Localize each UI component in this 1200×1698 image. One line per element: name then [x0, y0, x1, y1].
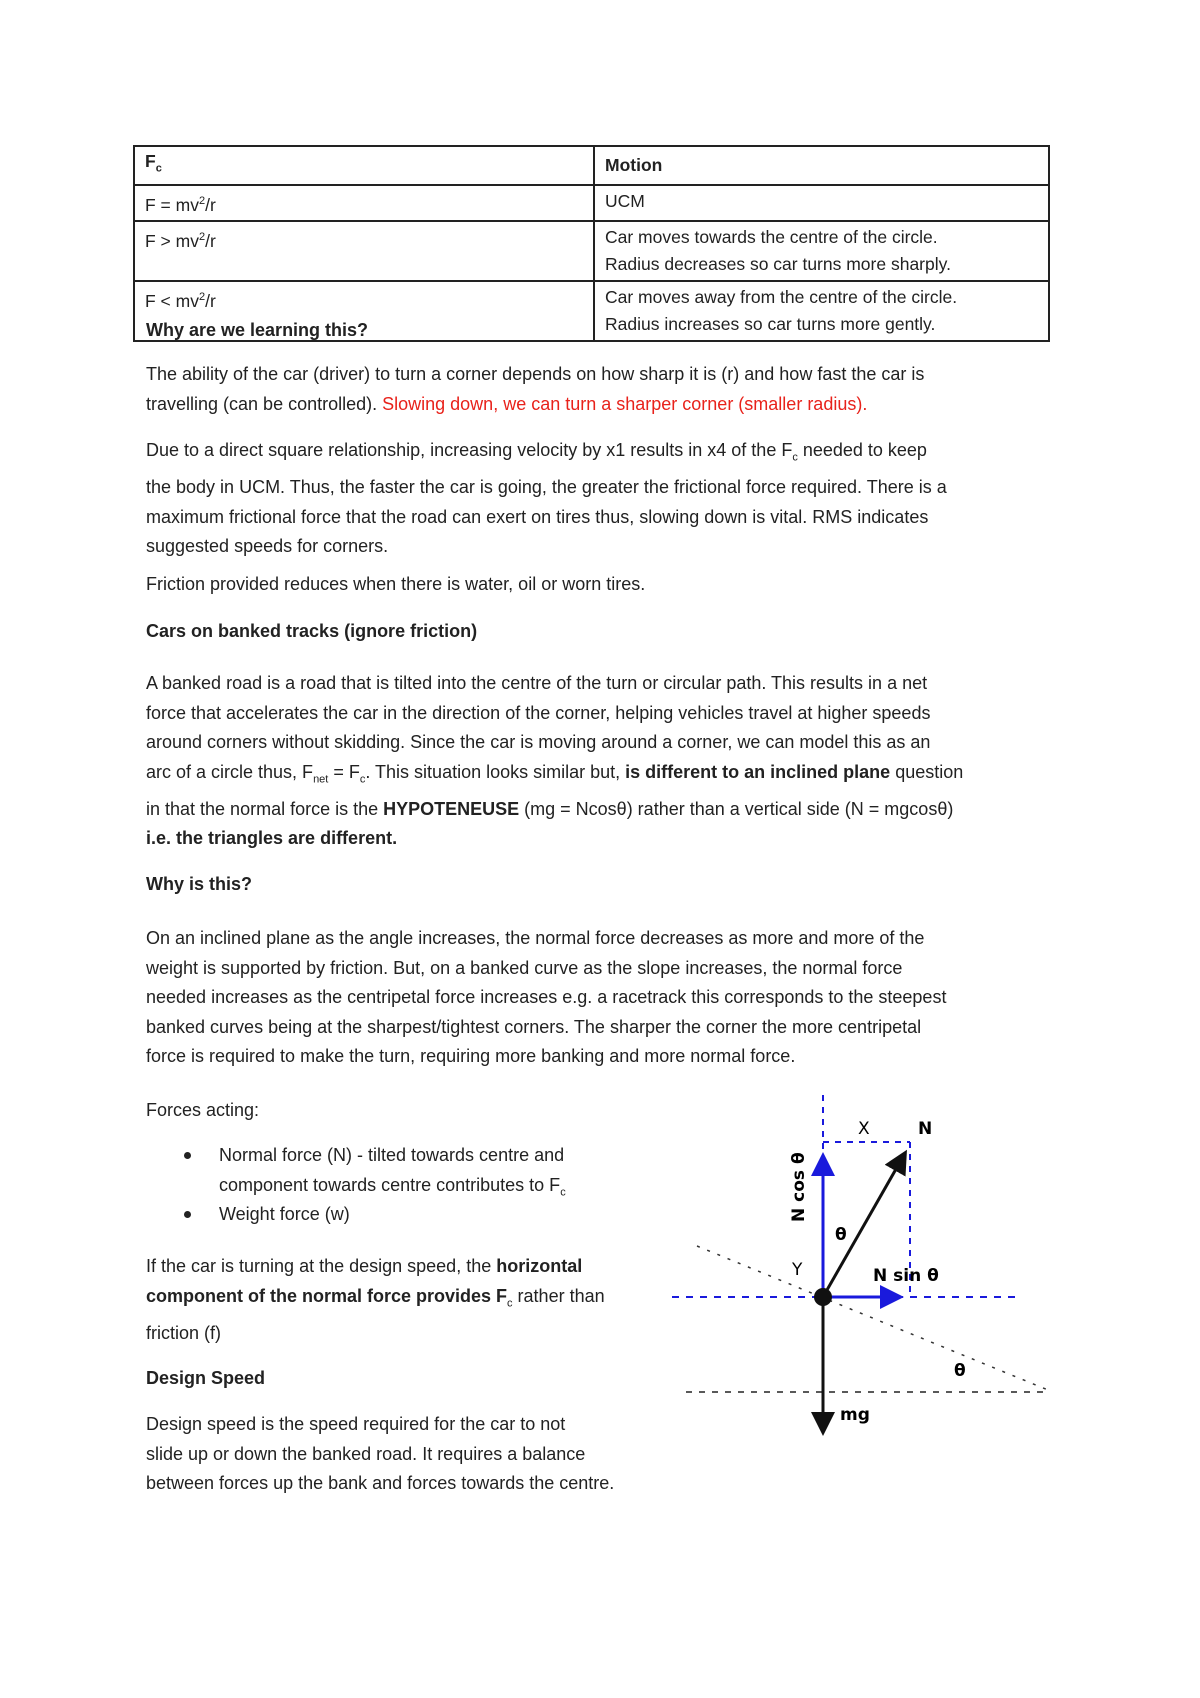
text-run: c	[507, 1297, 513, 1310]
text-run: weight is supported by friction. But, on a banked curve as the slope increases, the normal force	[146, 957, 903, 978]
text-run: Friction provided reduces when there is water, oil or worn tires.	[146, 574, 646, 594]
label-n: N	[918, 1119, 933, 1139]
text-run: If the car is turning at the design speed, the	[146, 1256, 497, 1276]
text-run: On an inclined plane as the angle increases, the normal force decreases as more and more of the	[146, 928, 925, 948]
bold-text: horizontal	[496, 1256, 583, 1276]
text-run: maximum frictional force that the road can exert on tires thus, slowing down is vital. RMS indicates	[146, 506, 929, 527]
text-run: Weight force (w)	[219, 1204, 350, 1224]
text-run: between forces up the bank and forces towards the centre.	[146, 1473, 615, 1493]
text-run: 2	[198, 291, 206, 304]
text-run: arc of a circle thus, F	[146, 761, 314, 782]
text-run: /r	[205, 291, 216, 312]
text-run: needed to keep	[797, 440, 927, 460]
text-run: component towards centre contributes to F	[219, 1174, 561, 1195]
text-run: around corners without skidding. Since the car is moving around a corner, we can model this as an	[146, 732, 931, 752]
text-run: A banked road is a road that is tilted into the centre of the turn or circular path. This results in a net	[146, 673, 928, 693]
motion-line: Car moves away from the centre of the circle.	[605, 287, 958, 308]
label-x: X	[858, 1119, 870, 1139]
label-y: Y	[792, 1260, 803, 1280]
bold-text: component of the normal force provides F	[146, 1285, 508, 1306]
text-run: 2	[198, 231, 206, 244]
text-run: 2	[198, 194, 206, 207]
text-run: c	[155, 162, 162, 175]
bold-text: Cars on banked tracks (ignore friction)	[146, 621, 478, 641]
text-run: travelling (can be controlled).	[146, 393, 383, 414]
bold-text: Why is this?	[146, 874, 253, 894]
text-run: Motion	[605, 154, 663, 175]
text-run: . This situation looks similar but,	[365, 761, 626, 782]
text-run: c	[560, 1186, 566, 1199]
bold-text: HYPOTENEUSE	[383, 798, 520, 819]
text-run: c	[792, 451, 798, 464]
text-run: c	[359, 773, 366, 786]
label-theta-top: θ	[835, 1225, 847, 1245]
text-run: /r	[205, 231, 216, 252]
motion-line: Radius increases so car turns more gently.	[605, 314, 936, 335]
label-n-sin: N sin θ	[873, 1266, 939, 1286]
text-run: needed increases as the centripetal force increases e.g. a racetrack this corresponds to the steepest	[146, 987, 947, 1007]
text-run: (mg = Ncosθ) rather than a vertical side (N = mgcosθ)	[519, 798, 954, 819]
text-run: the body in UCM. Thus, the faster the car is going, the greater the frictional force required. There is a	[146, 477, 947, 498]
text-run: suggested speeds for corners.	[146, 536, 389, 557]
bold-text: is different to an inclined plane	[625, 761, 891, 782]
text-run: question	[890, 761, 964, 782]
highlighted-text: Slowing down, we can turn a sharper corner (smaller radius).	[382, 393, 868, 414]
text-run: banked curves being at the sharpest/tightest corners. The sharper the corner the more centripetal	[146, 1016, 922, 1037]
text-run: The ability of the car (driver) to turn a corner depends on how sharp it is (r) and how fast the car is	[146, 364, 925, 384]
motion-line: UCM	[605, 190, 645, 211]
text-run: in that the normal force is the	[146, 798, 384, 819]
label-theta-bank: θ	[954, 1361, 966, 1381]
text-run: net	[313, 773, 329, 786]
bold-text: Why are we learning this?	[146, 320, 369, 340]
motion-line: Radius decreases so car turns more sharply.	[605, 254, 951, 275]
bold-text: Design Speed	[146, 1368, 266, 1388]
text-run: = F	[328, 761, 360, 782]
text-run: F > mv	[145, 231, 199, 252]
text-run: Normal force (N) - tilted towards centre and	[219, 1145, 565, 1165]
text-run: F < mv	[145, 291, 199, 312]
text-run: force that accelerates the car in the direction of the corner, helping vehicles travel at higher speeds	[146, 702, 931, 723]
text-run: Due to a direct square relationship, increasing velocity by x1 results in x4 of the F	[146, 440, 793, 460]
bold-text: i.e. the triangles are different.	[146, 828, 398, 849]
text-run: F	[145, 151, 156, 171]
text-run: Forces acting:	[146, 1100, 260, 1120]
text-run: slide up or down the banked road. It requires a balance	[146, 1443, 586, 1464]
text-run: Design speed is the speed required for the car to not	[146, 1414, 566, 1434]
car-point	[814, 1288, 832, 1306]
text-run: force is required to make the turn, requiring more banking and more normal force.	[146, 1046, 796, 1066]
motion-line: Car moves towards the centre of the circle.	[605, 227, 938, 248]
label-mg: mg	[840, 1405, 870, 1425]
text-run: F = mv	[145, 194, 199, 215]
text-run: /r	[205, 194, 216, 215]
text-run: rather than	[512, 1285, 605, 1306]
text-run: friction (f)	[146, 1322, 222, 1343]
label-n-cos: N cos θ	[789, 1152, 809, 1222]
